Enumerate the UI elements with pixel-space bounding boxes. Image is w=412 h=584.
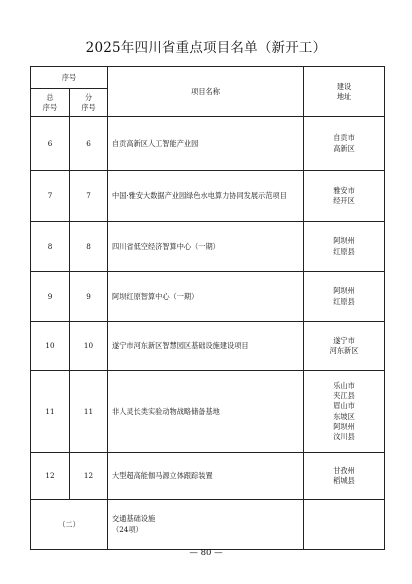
header-seq: 序号 [31,67,108,89]
table-row [31,322,385,371]
project-name: 阿坝红原智算中心（一期） [108,272,304,322]
table-row [31,117,385,171]
total-seq: 6 [31,117,70,171]
header-row-top [31,67,385,89]
total-seq: 10 [31,322,70,371]
sub-seq: 11 [70,371,108,453]
page-number: — 80 — [189,548,223,558]
section-label: （二） [31,500,108,550]
total-seq: 9 [31,272,70,322]
total-seq: 8 [31,222,70,272]
table-row [31,222,385,272]
project-name: 自贡高新区人工智能产业园 [108,117,304,171]
header-project-name: 项目名称 [108,67,304,117]
project-site: 甘孜州 稻城县 [304,453,385,500]
table-row [31,371,385,453]
project-site: 乐山市 夹江县 眉山市 东坡区 阿坝州 汶川县 [304,371,385,453]
sub-seq: 6 [70,117,108,171]
sub-seq: 8 [70,222,108,272]
project-name: 非人灵长类实验动物战略储备基地 [108,371,304,453]
project-site: 自贡市 高新区 [304,117,385,171]
table-row [31,272,385,322]
project-site: 雅安市 经开区 [304,171,385,222]
sub-seq: 7 [70,171,108,222]
header-site: 建设 地址 [304,67,385,117]
sub-seq: 10 [70,322,108,371]
section-row [31,500,385,550]
section-name: 交通基础设施 （24项） [108,500,304,550]
project-site: 阿坝州 红原县 [304,272,385,322]
project-name: 四川省低空经济智算中心（一期） [108,222,304,272]
table-row [31,453,385,500]
project-site: 阿坝州 红原县 [304,222,385,272]
project-table [30,66,385,550]
section-site [304,500,385,550]
sub-seq: 9 [70,272,108,322]
project-name: 遂宁市河东新区智慧园区基础设施建设项目 [108,322,304,371]
project-name: 大型超高能伽马源立体跟踪装置 [108,453,304,500]
sub-seq: 12 [70,453,108,500]
table-row [31,171,385,222]
page-title: 2025年四川省重点项目名单（新开工） [85,40,327,56]
total-seq: 7 [31,171,70,222]
total-seq: 12 [31,453,70,500]
project-name: 中国·雅安大数据产业园绿色水电算力协同发展示范项目 [108,171,304,222]
header-total-seq: 总 序号 [31,89,70,117]
header-sub-seq: 分 序号 [70,89,108,117]
total-seq: 11 [31,371,70,453]
project-site: 遂宁市 河东新区 [304,322,385,371]
